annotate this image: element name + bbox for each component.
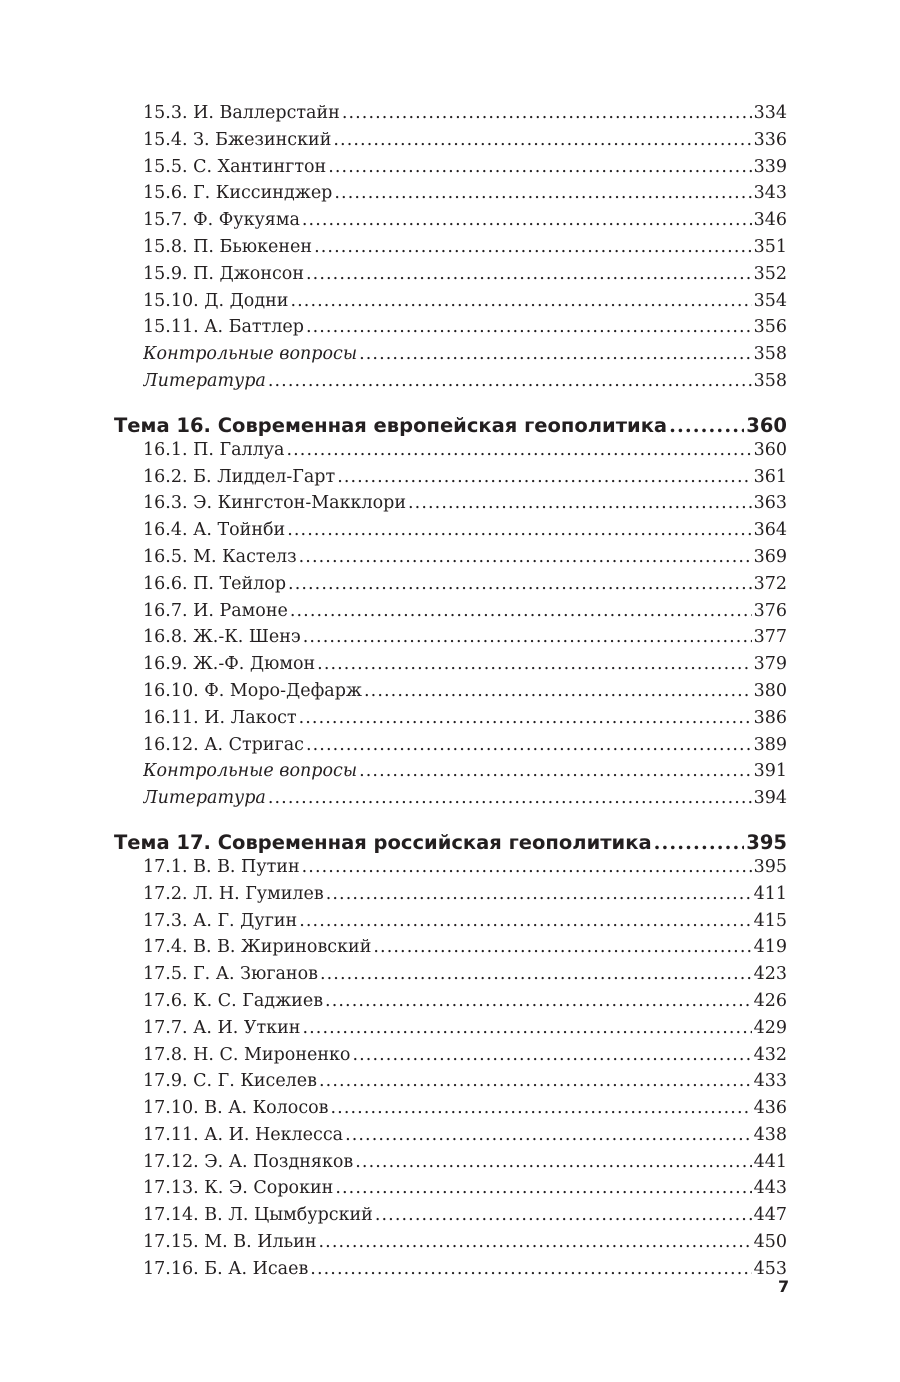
dot-leader [310,1256,751,1283]
toc-entry-title: Литература [143,370,266,391]
toc-entry-page: 343 [753,183,787,204]
dot-leader [334,180,751,207]
dot-leader [355,1149,751,1176]
toc-entry-title: 17.15. М. В. Ильин [143,1232,317,1253]
toc-entry [0,624,900,651]
toc-entry-title: 16.11. И. Лакост [143,707,297,728]
toc-entry [0,341,900,368]
dot-leader [288,571,752,598]
toc-entry-page: 363 [753,493,787,514]
toc-entry-page: 372 [753,573,787,594]
toc-entry-page: 379 [753,654,787,675]
toc-entry-title: 16.3. Э. Кингстон-Макклори [143,493,406,514]
toc-entry [0,464,900,491]
toc-entry [0,732,900,759]
toc-entry-page: 346 [753,210,787,231]
toc-entry [0,705,900,732]
toc-entry [0,961,900,988]
toc-entry [0,1175,900,1202]
dot-leader [364,678,752,705]
dot-leader [268,368,752,395]
toc-entry-line [143,934,787,961]
dot-leader [319,1068,752,1095]
toc-entry [0,758,900,785]
toc-entry-line [143,437,787,464]
toc-entry-page: 360 [753,439,787,460]
dot-leader [306,261,752,288]
dot-leader [328,154,751,181]
dot-leader [299,908,751,935]
toc-entry-title: 17.2. Л. Н. Гумилев [143,883,324,904]
toc-entry-title: 15.5. С. Хантингтон [143,156,327,177]
toc-entry [0,544,900,571]
toc-entry [0,261,900,288]
toc-entry [0,1149,900,1176]
toc-entry-title: 17.12. Э. А. Поздняков [143,1151,354,1172]
toc-entry-page: 447 [753,1205,787,1226]
toc-entry-page: 438 [753,1124,787,1145]
toc-entry-title: 16.2. Б. Лиддел-Гарт [143,466,336,487]
toc-entry-page: 419 [753,937,787,958]
toc-entry-page: 376 [753,600,787,621]
toc-entry-line [143,234,787,261]
toc-entry-line [143,100,787,127]
dot-leader [333,127,751,154]
dot-leader [314,234,752,261]
dot-leader [408,490,752,517]
toc-entry [0,490,900,517]
toc-entry-line [143,961,787,988]
toc-entry-line [143,261,787,288]
toc-entry-page: 441 [753,1151,787,1172]
toc-entry-page: 453 [753,1258,787,1279]
toc-entry-title: 17.9. С. Г. Киселев [143,1071,318,1092]
toc-entry-page: 395 [746,830,787,854]
toc-entry [0,100,900,127]
toc-entry-line [143,881,787,908]
toc-entry-title: 17.6. К. С. Гаджиев [143,990,324,1011]
toc-entry-page: 361 [753,466,787,487]
dot-leader [268,785,752,812]
toc-entry-page: 364 [753,520,787,541]
toc-entry [0,154,900,181]
toc-entry-line [143,1256,787,1283]
toc-entry [0,1122,900,1149]
toc-entry-line [143,854,787,881]
toc-entry-line [143,314,787,341]
toc-entry-page: 443 [753,1178,787,1199]
dot-leader [290,598,752,625]
toc-entry [0,437,900,464]
toc-entry-title: 16.8. Ж.-К. Шенэ [143,627,301,648]
toc-entry-line [143,1229,787,1256]
toc-entry [0,678,900,705]
toc-entry-page: 386 [753,707,787,728]
toc-entry-title: 17.11. А. И. Неклесса [143,1124,344,1145]
dot-leader [290,288,751,315]
toc-entry-title: 17.5. Г. А. Зюганов [143,964,318,985]
toc-entry-line [143,517,787,544]
toc-entry-title: 15.11. А. Баттлер [143,317,304,338]
toc-entry-title: Контрольные вопросы [143,344,358,365]
toc-entry-line [143,288,787,315]
toc-entry [0,1256,900,1283]
toc-entry-title: 15.6. Г. Киссинджер [143,183,333,204]
toc-entry-page: 436 [753,1098,787,1119]
dot-leader [302,854,752,881]
toc-entry-line [143,490,787,517]
toc-entry [0,598,900,625]
toc-entry-title: 17.16. Б. А. Исаев [143,1258,309,1279]
toc-entry-page: 450 [753,1232,787,1253]
dot-leader [320,961,752,988]
toc-entry-title: 17.4. В. В. Жириновский [143,937,372,958]
toc-entry-title: 17.8. Н. С. Мироненко [143,1044,351,1065]
toc-entry-page: 415 [753,910,787,931]
toc-entry-line [143,1149,787,1176]
toc-entry [0,127,900,154]
table-of-contents [0,100,900,1283]
toc-entry-line [143,624,787,651]
toc-entry-page: 354 [753,290,787,311]
dot-leader [306,314,752,341]
toc-entry-title: Тема 16. Современная европейская геополитика [114,413,668,437]
toc-entry [0,571,900,598]
toc-entry-title: 15.8. П. Бьюкенен [143,236,313,257]
dot-leader [654,822,745,854]
toc-entry-title: 16.12. А. Стригас [143,734,304,755]
dot-leader [319,1229,752,1256]
toc-entry [0,1015,900,1042]
toc-entry-line [143,127,787,154]
toc-entry [0,881,900,908]
toc-entry-title: Контрольные вопросы [143,761,358,782]
toc-entry-page: 360 [746,413,787,437]
toc-entry-title: 15.10. Д. Додни [143,290,289,311]
toc-entry [0,180,900,207]
dot-leader [317,651,751,678]
dot-leader [326,881,752,908]
dot-leader [359,758,752,785]
toc-entry [0,785,900,812]
toc-entry-line [143,154,787,181]
toc-entry-title: 17.13. К. Э. Сорокин [143,1178,334,1199]
toc-entry-line [143,732,787,759]
toc-entry-page: 391 [753,761,787,782]
toc-entry-title: 17.7. А. И. Уткин [143,1017,301,1038]
page-number: 7 [778,1277,790,1296]
toc-entry-title: 16.9. Ж.-Ф. Дюмон [143,654,316,675]
toc-entry [0,1095,900,1122]
dot-leader [345,1122,752,1149]
toc-entry-line [143,1122,787,1149]
toc-entry-page: 395 [753,856,787,877]
toc-entry [0,854,900,881]
toc-entry-line [143,341,787,368]
dot-leader [359,341,752,368]
dot-leader [286,437,751,464]
toc-entry-title: 15.3. И. Валлерстайн [143,103,340,123]
toc-entry [0,288,900,315]
dot-leader [352,1042,751,1069]
toc-entry-title: 16.7. И. Рамоне [143,600,288,621]
toc-entry-line [143,1095,787,1122]
toc-entry-line [143,1015,787,1042]
toc-entry [0,368,900,395]
toc-entry-page: 394 [753,788,787,809]
toc-entry-page: 433 [753,1071,787,1092]
toc-entry-line [143,544,787,571]
toc-entry-page: 377 [753,627,787,648]
dot-leader [331,1095,752,1122]
toc-entry-title: 17.14. В. Л. Цымбурский [143,1205,373,1226]
toc-entry-title: 16.5. М. Кастелз [143,546,297,567]
toc-entry-title: 17.3. А. Г. Дугин [143,910,298,931]
toc-entry-line [143,678,787,705]
toc-entry-line [143,1042,787,1069]
toc-entry-page: 339 [753,156,787,177]
toc-entry [0,1229,900,1256]
toc-entry [0,1202,900,1229]
toc-entry-line [143,785,787,812]
toc-entry [0,207,900,234]
dot-leader [302,1015,751,1042]
toc-entry-line [143,598,787,625]
toc-entry-page: 336 [753,129,787,150]
toc-entry [0,651,900,678]
dot-leader [325,988,752,1015]
toc-entry [0,517,900,544]
toc-entry-page: 334 [753,103,787,123]
toc-entry-title: 15.9. П. Джонсон [143,263,305,284]
toc-section-heading [0,395,900,437]
dot-leader [303,624,752,651]
toc-entry-page: 380 [753,680,787,701]
toc-entry-title: 16.1. П. Галлуа [143,439,285,460]
dot-leader [669,405,744,437]
toc-entry-title: Тема 17. Современная российская геополитика [114,830,652,854]
toc-entry [0,1042,900,1069]
dot-leader [302,207,752,234]
dot-leader [342,100,752,127]
dot-leader [299,544,752,571]
toc-entry-line [143,758,787,785]
toc-entry-line [143,988,787,1015]
toc-entry-page: 429 [753,1017,787,1038]
toc-entry-line [143,180,787,207]
toc-entry-title: 16.6. П. Тейлор [143,573,287,594]
toc-entry-line [114,822,787,854]
toc-section-heading [0,812,900,854]
dot-leader [335,1175,751,1202]
toc-entry-line [143,207,787,234]
toc-entry-page: 356 [753,317,787,338]
dot-leader [337,464,751,491]
toc-entry-line [143,1202,787,1229]
toc-entry-title: 15.7. Ф. Фукуяма [143,210,300,231]
toc-entry-page: 369 [753,546,787,567]
toc-entry-title: 17.10. В. А. Колосов [143,1098,329,1119]
toc-entry-page: 358 [753,344,787,365]
toc-entry-page: 411 [753,883,787,904]
dot-leader [299,705,752,732]
toc-entry [0,988,900,1015]
dot-leader [373,934,751,961]
toc-entry-line [143,705,787,732]
toc-entry-page: 351 [753,236,787,257]
toc-entry [0,1068,900,1095]
toc-entry-line [114,405,787,437]
toc-entry-title: 15.4. З. Бжезинский [143,129,332,150]
toc-entry-title: 16.10. Ф. Моро-Дефарж [143,680,362,701]
toc-entry [0,234,900,261]
toc-entry-page: 389 [753,734,787,755]
toc-entry-page: 423 [753,964,787,985]
toc-entry-page: 352 [753,263,787,284]
toc-entry-title: 17.1. В. В. Путин [143,856,300,877]
toc-entry-line [143,1068,787,1095]
toc-entry-line [143,464,787,491]
toc-entry [0,908,900,935]
toc-entry-line [143,571,787,598]
toc-entry-title: 16.4. А. Тойнби [143,520,286,541]
toc-entry-line [143,368,787,395]
dot-leader [287,517,751,544]
toc-entry [0,314,900,341]
toc-entry-page: 358 [753,370,787,391]
toc-entry [0,934,900,961]
dot-leader [306,732,752,759]
toc-entry-page: 426 [753,990,787,1011]
dot-leader [375,1202,752,1229]
toc-entry-line [143,651,787,678]
toc-entry-page: 432 [753,1044,787,1065]
toc-entry-title: Литература [143,788,266,809]
toc-entry-line [143,1175,787,1202]
toc-entry-line [143,908,787,935]
